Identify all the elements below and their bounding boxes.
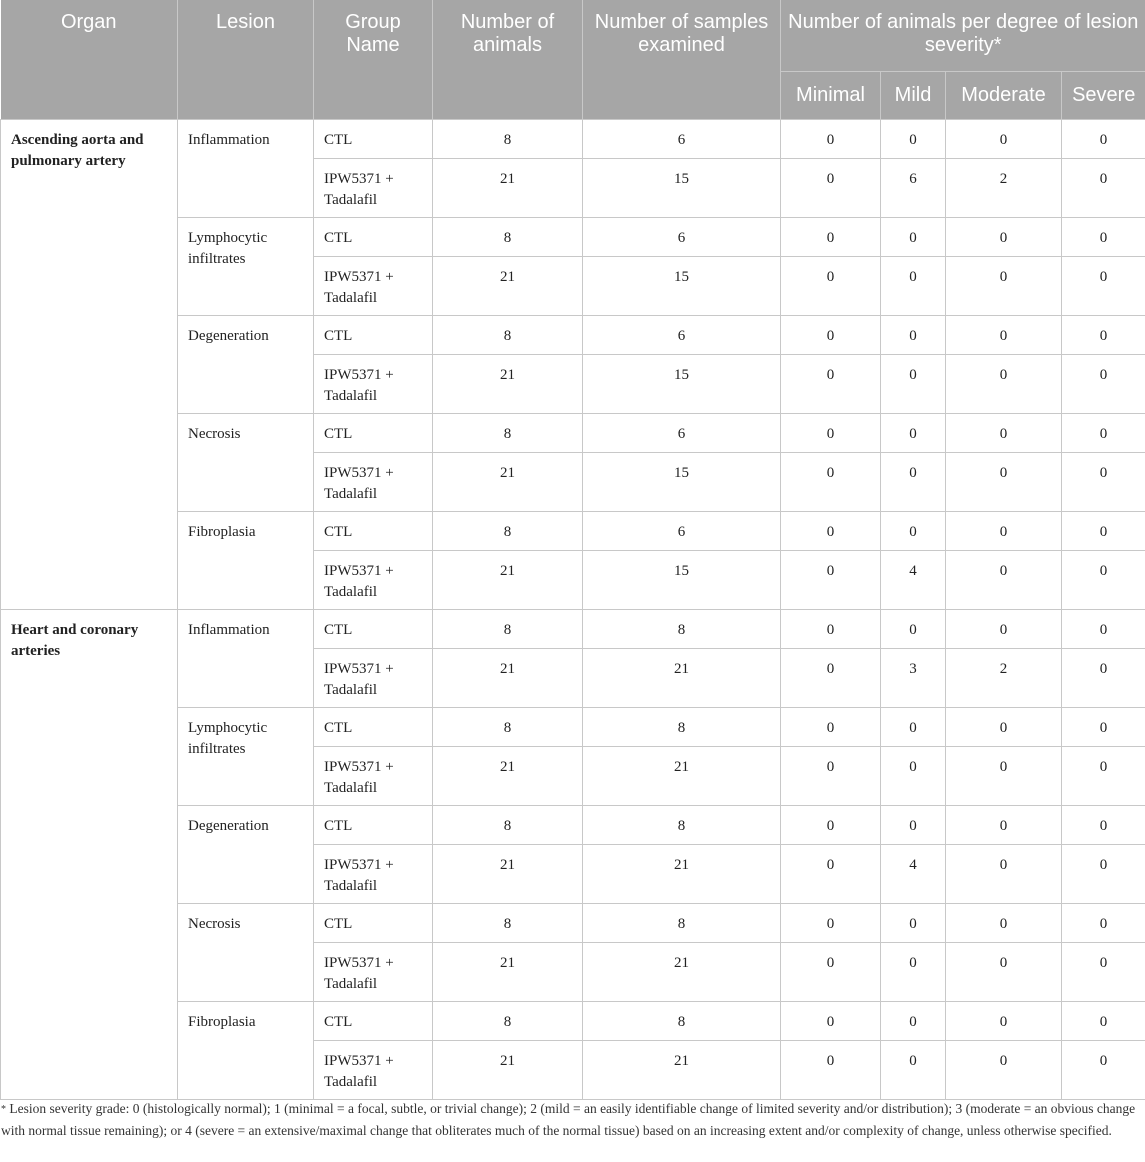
mild-cell: 6 (881, 158, 946, 217)
lesion-cell: Necrosis (178, 413, 314, 511)
mild-cell: 0 (881, 609, 946, 648)
moderate-cell: 0 (946, 1001, 1062, 1040)
minimal-cell: 0 (781, 903, 881, 942)
severe-cell: 0 (1062, 805, 1145, 844)
moderate-cell: 0 (946, 609, 1062, 648)
number-of-animals-cell: 8 (433, 315, 583, 354)
mild-cell: 0 (881, 1040, 946, 1099)
group-name-cell: IPW5371 + Tadalafil (314, 942, 433, 1001)
minimal-cell: 0 (781, 511, 881, 550)
samples-examined-cell: 15 (583, 452, 781, 511)
group-name-cell: CTL (314, 609, 433, 648)
severe-cell: 0 (1062, 315, 1145, 354)
lesion-cell: Fibroplasia (178, 1001, 314, 1099)
moderate-cell: 0 (946, 707, 1062, 746)
minimal-cell: 0 (781, 1040, 881, 1099)
samples-examined-cell: 6 (583, 119, 781, 158)
number-of-animals-cell: 21 (433, 256, 583, 315)
header-severe: Severe (1062, 71, 1145, 119)
number-of-animals-cell: 8 (433, 707, 583, 746)
moderate-cell: 0 (946, 844, 1062, 903)
header-group-name: Group Name (314, 0, 433, 119)
number-of-animals-cell: 21 (433, 746, 583, 805)
samples-examined-cell: 6 (583, 217, 781, 256)
footnote-marker: * (1, 1104, 6, 1115)
mild-cell: 0 (881, 413, 946, 452)
samples-examined-cell: 15 (583, 550, 781, 609)
moderate-cell: 0 (946, 805, 1062, 844)
severe-cell: 0 (1062, 1040, 1145, 1099)
samples-examined-cell: 21 (583, 1040, 781, 1099)
number-of-animals-cell: 21 (433, 844, 583, 903)
moderate-cell: 0 (946, 354, 1062, 413)
severe-cell: 0 (1062, 746, 1145, 805)
lesion-cell: Inflammation (178, 119, 314, 217)
header-mild: Mild (881, 71, 946, 119)
lesion-cell: Lymphocytic infiltrates (178, 217, 314, 315)
number-of-animals-cell: 8 (433, 511, 583, 550)
minimal-cell: 0 (781, 942, 881, 1001)
mild-cell: 4 (881, 844, 946, 903)
samples-examined-cell: 21 (583, 648, 781, 707)
severe-cell: 0 (1062, 707, 1145, 746)
lesion-cell: Fibroplasia (178, 511, 314, 609)
mild-cell: 4 (881, 550, 946, 609)
moderate-cell: 0 (946, 315, 1062, 354)
number-of-animals-cell: 8 (433, 805, 583, 844)
lesion-cell: Degeneration (178, 805, 314, 903)
group-name-cell: CTL (314, 903, 433, 942)
group-name-cell: IPW5371 + Tadalafil (314, 844, 433, 903)
number-of-animals-cell: 21 (433, 648, 583, 707)
mild-cell: 0 (881, 119, 946, 158)
mild-cell: 0 (881, 942, 946, 1001)
footnote (0, 1098, 1138, 1142)
samples-examined-cell: 21 (583, 844, 781, 903)
moderate-cell: 0 (946, 119, 1062, 158)
minimal-cell: 0 (781, 158, 881, 217)
samples-examined-cell: 21 (583, 746, 781, 805)
samples-examined-cell: 8 (583, 805, 781, 844)
moderate-cell: 0 (946, 217, 1062, 256)
number-of-animals-cell: 21 (433, 942, 583, 1001)
number-of-animals-cell: 21 (433, 550, 583, 609)
number-of-animals-cell: 8 (433, 119, 583, 158)
number-of-animals-cell: 21 (433, 354, 583, 413)
mild-cell: 0 (881, 354, 946, 413)
header-number-of-animals: Number of animals (433, 0, 583, 119)
samples-examined-cell: 6 (583, 413, 781, 452)
moderate-cell: 0 (946, 413, 1062, 452)
samples-examined-cell: 15 (583, 256, 781, 315)
severe-cell: 0 (1062, 158, 1145, 217)
group-name-cell: IPW5371 + Tadalafil (314, 746, 433, 805)
lesion-cell: Lymphocytic infiltrates (178, 707, 314, 805)
samples-examined-cell: 21 (583, 942, 781, 1001)
header-lesion: Lesion (178, 0, 314, 119)
group-name-cell: CTL (314, 413, 433, 452)
samples-examined-cell: 6 (583, 511, 781, 550)
mild-cell: 0 (881, 746, 946, 805)
severe-cell: 0 (1062, 119, 1145, 158)
group-name-cell: IPW5371 + Tadalafil (314, 354, 433, 413)
number-of-animals-cell: 21 (433, 1040, 583, 1099)
samples-examined-cell: 6 (583, 315, 781, 354)
mild-cell: 0 (881, 805, 946, 844)
minimal-cell: 0 (781, 119, 881, 158)
table-row (1, 609, 1145, 648)
group-name-cell: CTL (314, 1001, 433, 1040)
mild-cell: 0 (881, 1001, 946, 1040)
header-severity-group: Number of animals per degree of lesion severity* (781, 0, 1145, 71)
minimal-cell: 0 (781, 354, 881, 413)
severe-cell: 0 (1062, 452, 1145, 511)
samples-examined-cell: 8 (583, 1001, 781, 1040)
group-name-cell: IPW5371 + Tadalafil (314, 158, 433, 217)
severe-cell: 0 (1062, 648, 1145, 707)
minimal-cell: 0 (781, 707, 881, 746)
minimal-cell: 0 (781, 844, 881, 903)
minimal-cell: 0 (781, 609, 881, 648)
minimal-cell: 0 (781, 413, 881, 452)
header-minimal: Minimal (781, 71, 881, 119)
moderate-cell: 0 (946, 256, 1062, 315)
minimal-cell: 0 (781, 256, 881, 315)
header-row (1, 0, 1145, 71)
mild-cell: 0 (881, 903, 946, 942)
samples-examined-cell: 8 (583, 707, 781, 746)
mild-cell: 0 (881, 452, 946, 511)
group-name-cell: CTL (314, 315, 433, 354)
group-name-cell: CTL (314, 119, 433, 158)
group-name-cell: CTL (314, 805, 433, 844)
number-of-animals-cell: 8 (433, 609, 583, 648)
mild-cell: 0 (881, 256, 946, 315)
lesion-cell: Inflammation (178, 609, 314, 707)
severe-cell: 0 (1062, 413, 1145, 452)
minimal-cell: 0 (781, 550, 881, 609)
minimal-cell: 0 (781, 452, 881, 511)
mild-cell: 0 (881, 511, 946, 550)
moderate-cell: 2 (946, 158, 1062, 217)
organ-cell: Heart and coronary arteries (1, 609, 178, 1099)
samples-examined-cell: 8 (583, 609, 781, 648)
mild-cell: 3 (881, 648, 946, 707)
minimal-cell: 0 (781, 805, 881, 844)
moderate-cell: 0 (946, 1040, 1062, 1099)
group-name-cell: IPW5371 + Tadalafil (314, 550, 433, 609)
severe-cell: 0 (1062, 942, 1145, 1001)
moderate-cell: 2 (946, 648, 1062, 707)
minimal-cell: 0 (781, 217, 881, 256)
number-of-animals-cell: 8 (433, 1001, 583, 1040)
group-name-cell: CTL (314, 217, 433, 256)
moderate-cell: 0 (946, 942, 1062, 1001)
group-name-cell: CTL (314, 707, 433, 746)
number-of-animals-cell: 21 (433, 158, 583, 217)
mild-cell: 0 (881, 707, 946, 746)
severe-cell: 0 (1062, 903, 1145, 942)
group-name-cell: IPW5371 + Tadalafil (314, 648, 433, 707)
number-of-animals-cell: 21 (433, 452, 583, 511)
moderate-cell: 0 (946, 550, 1062, 609)
severe-cell: 0 (1062, 354, 1145, 413)
samples-examined-cell: 8 (583, 903, 781, 942)
minimal-cell: 0 (781, 746, 881, 805)
severe-cell: 0 (1062, 609, 1145, 648)
severe-cell: 0 (1062, 550, 1145, 609)
moderate-cell: 0 (946, 452, 1062, 511)
table-body (1, 119, 1145, 1099)
lesion-cell: Degeneration (178, 315, 314, 413)
mild-cell: 0 (881, 315, 946, 354)
table-row (1, 119, 1145, 158)
group-name-cell: CTL (314, 511, 433, 550)
moderate-cell: 0 (946, 511, 1062, 550)
footnote-text: Lesion severity grade: 0 (histologically normal); 1 (minimal = a focal, subtle, or trivial change); 2 (mild = an easily identifiable change of limited severity and/or distribution); 3 (moderate = an obvious change with normal tissue remaining); or 4 (severe = an extensive/maximal change that obliterates much of the normal tissue) based on an increasing extent and/or complexity of change, unless otherwise specified. (1, 1101, 1136, 1138)
lesion-cell: Necrosis (178, 903, 314, 1001)
severe-cell: 0 (1062, 256, 1145, 315)
organ-cell: Ascending aorta and pulmonary artery (1, 119, 178, 609)
severe-cell: 0 (1062, 844, 1145, 903)
header-moderate: Moderate (946, 71, 1062, 119)
minimal-cell: 0 (781, 315, 881, 354)
moderate-cell: 0 (946, 746, 1062, 805)
number-of-animals-cell: 8 (433, 413, 583, 452)
severe-cell: 0 (1062, 217, 1145, 256)
header-organ: Organ (1, 0, 178, 119)
minimal-cell: 0 (781, 1001, 881, 1040)
number-of-animals-cell: 8 (433, 217, 583, 256)
group-name-cell: IPW5371 + Tadalafil (314, 452, 433, 511)
severe-cell: 0 (1062, 511, 1145, 550)
samples-examined-cell: 15 (583, 354, 781, 413)
mild-cell: 0 (881, 217, 946, 256)
minimal-cell: 0 (781, 648, 881, 707)
group-name-cell: IPW5371 + Tadalafil (314, 256, 433, 315)
number-of-animals-cell: 8 (433, 903, 583, 942)
header-number-of-samples: Number of samples examined (583, 0, 781, 119)
samples-examined-cell: 15 (583, 158, 781, 217)
severe-cell: 0 (1062, 1001, 1145, 1040)
moderate-cell: 0 (946, 903, 1062, 942)
group-name-cell: IPW5371 + Tadalafil (314, 1040, 433, 1099)
